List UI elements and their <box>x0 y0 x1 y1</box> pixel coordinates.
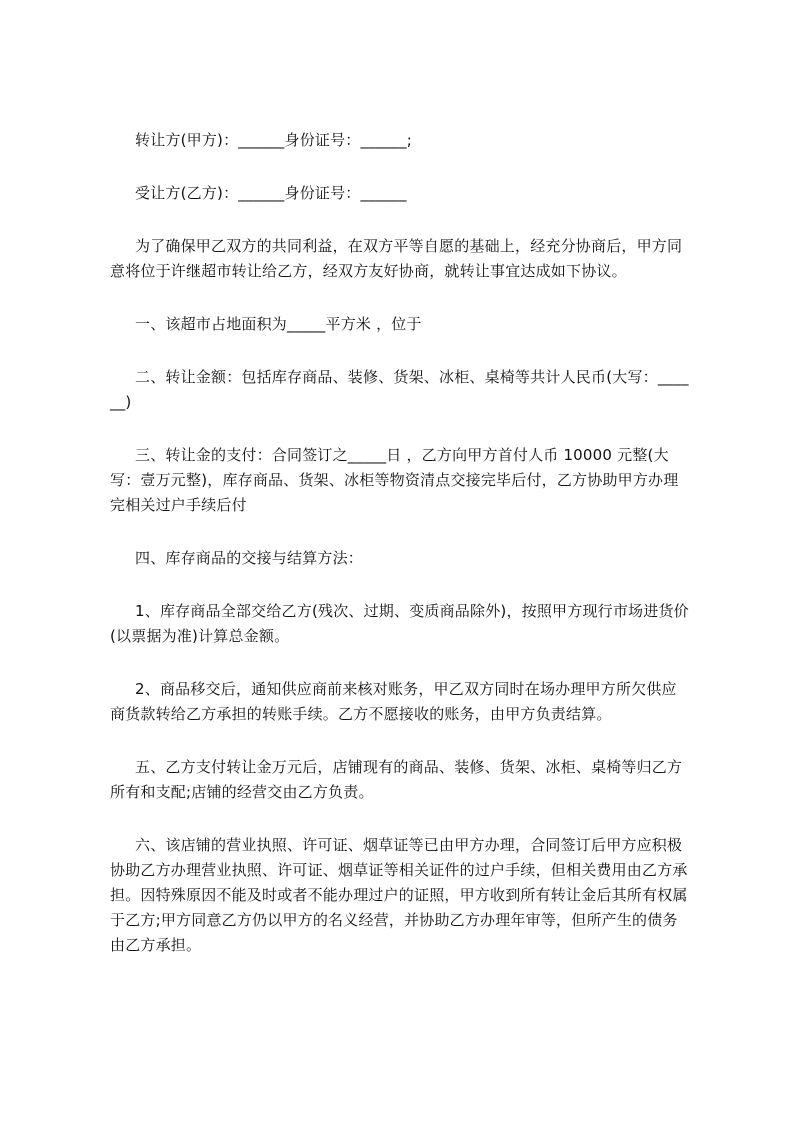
preamble-paragraph: 为了确保甲乙双方的共同利益，在双方平等自愿的基础上，经充分协商后，甲方同意将位于许继超市转让给乙方，经双方友好协商，就转让事宜达成如下协议。 <box>110 237 683 280</box>
clause-5-ownership: 五、乙方支付转让金万元后，店铺现有的商品、装修、货架、冰柜、桌椅等归乙方所有和支配;店铺的经营交由乙方负责。 <box>110 758 683 801</box>
clause-6-licenses: 六、该店铺的营业执照、许可证、烟草证等已由甲方办理，合同签订后甲方应积极协助乙方办理营业执照、许可证、烟草证等相关证件的过户手续，但相关费用由乙方承担。因特殊原因不能及时或者不能办理过户的证照，甲方收到所有转让金后其所有权属于乙方;甲方同意乙方仍以甲方的名义经营，并协助乙方办理年审等，但所产生的债务由乙方承担。 <box>110 836 688 954</box>
transferee-line: 受让方(乙方)：______身份证号：______ <box>135 184 407 202</box>
clause-4-heading: 四、库存商品的交接与结算方法： <box>135 549 364 567</box>
transferor-line: 转让方(甲方)：______身份证号：______; <box>135 131 412 149</box>
clause-1-area: 一、该超市占地面积为_____平方米 ，位于 <box>135 315 422 333</box>
clause-3-payment: 三、转让金的支付：合同签订之_____日 ，乙方向甲方首付人币 10000 元整(大写：壹万元整)，库存商品、货架、冰柜等物资清点交接完毕后付，乙方协助甲方办理完相关过户手续后付 <box>110 446 679 514</box>
clause-2-amount: 二、转让金额：包括库存商品、装修、货架、冰柜、桌椅等共计人民币(大写：______) <box>110 368 689 411</box>
clause-4-item-2: 2、商品移交后，通知供应商前来核对账务，甲乙双方同时在场办理甲方所欠供应商货款转给乙方承担的转账手续。乙方不愿接收的账务，由甲方负责结算。 <box>110 680 677 723</box>
document-body <box>110 128 690 958</box>
clause-4-item-1: 1、库存商品全部交给乙方(残次、过期、变质商品除外)，按照甲方现行市场进货价(以票据为准)计算总金额。 <box>110 602 689 645</box>
